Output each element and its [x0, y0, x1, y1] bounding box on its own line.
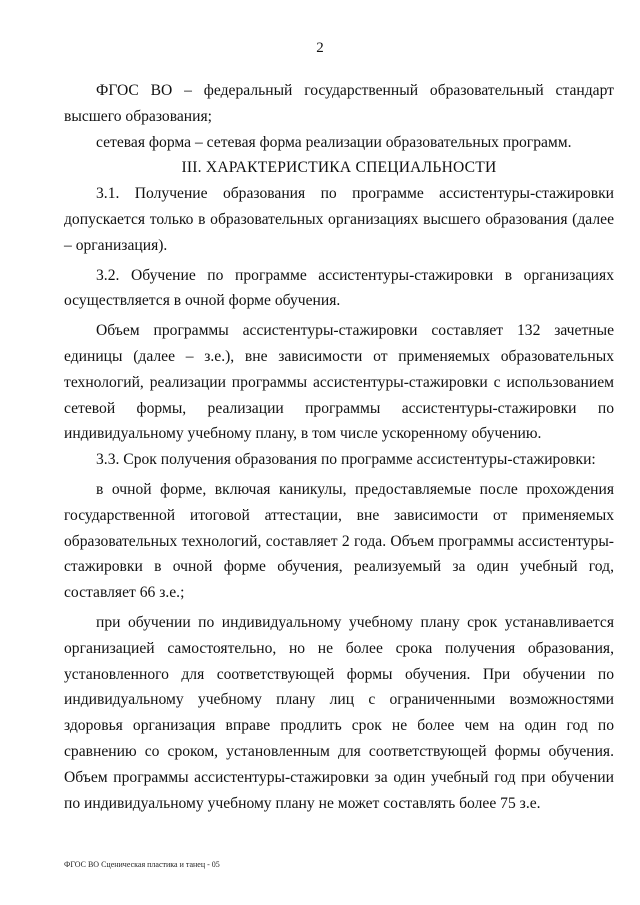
definition-network-form: сетевая форма – сетевая форма реализации образовательных программ.: [96, 133, 572, 151]
paragraph-volume: Объем программы ассистентуры-стажировки составляет 132 зачетные единицы (далее – з.е.), вне зависимости от применяемых образовательных технологий, реализации программы ассистентуры-стажировки с использованием сетевой формы, реализации программы ассистентуры-стажировки по индивидуальному учебному плану, в том числе ускоренному обучению.: [64, 322, 614, 443]
paragraph-3-2: 3.2. Обучение по программе ассистентуры-стажировки в организациях осуществляется в очной форме обучения.: [64, 266, 614, 310]
definition-fgos: ФГОС ВО – федеральный государственный образовательный стандарт высшего образования;: [64, 82, 614, 125]
paragraph-3-3: 3.3. Срок получения образования по программе ассистентуры-стажировки:: [96, 451, 596, 469]
section-heading: III. ХАРАКТЕРИСТИКА СПЕЦИАЛЬНОСТИ: [181, 159, 497, 177]
paragraph-3-1: 3.1. Получение образования по программе ассистентуры-стажировки допускается только в образовательных организациях высшего образования (далее – организация).: [64, 185, 614, 254]
paragraph-individual-plan: при обучении по индивидуальному учебному плану срок устанавливается организацией самостоятельно, но не более срока получения образования, установленного для соответствующей формы обучения. При обучении по индивидуальному учебному плану лиц с ограниченными возможностями здоровья организация вправе продлить срок не более чем на один год по сравнению со сроком, установленным для соответствующей формы обучения. Объем программы ассистентуры-стажировки за один учебный год при обучении по индивидуальному учебному плану не может составлять более 75 з.е.: [64, 613, 614, 812]
page-number: 2: [316, 40, 324, 56]
document-body: [64, 78, 614, 816]
paragraph-full-time: в очной форме, включая каникулы, предоставляемые после прохождения государственной итоговой аттестации, вне зависимости от применяемых образовательных технологий, составляет 2 года. Объем программы ассистентуры-стажировки в очной форме обучения, реализуемый за один учебный год, составляет 66 з.е.;: [64, 480, 614, 602]
footer-note: ФГОС ВО Сценическая пластика и танец - 05: [64, 860, 220, 869]
